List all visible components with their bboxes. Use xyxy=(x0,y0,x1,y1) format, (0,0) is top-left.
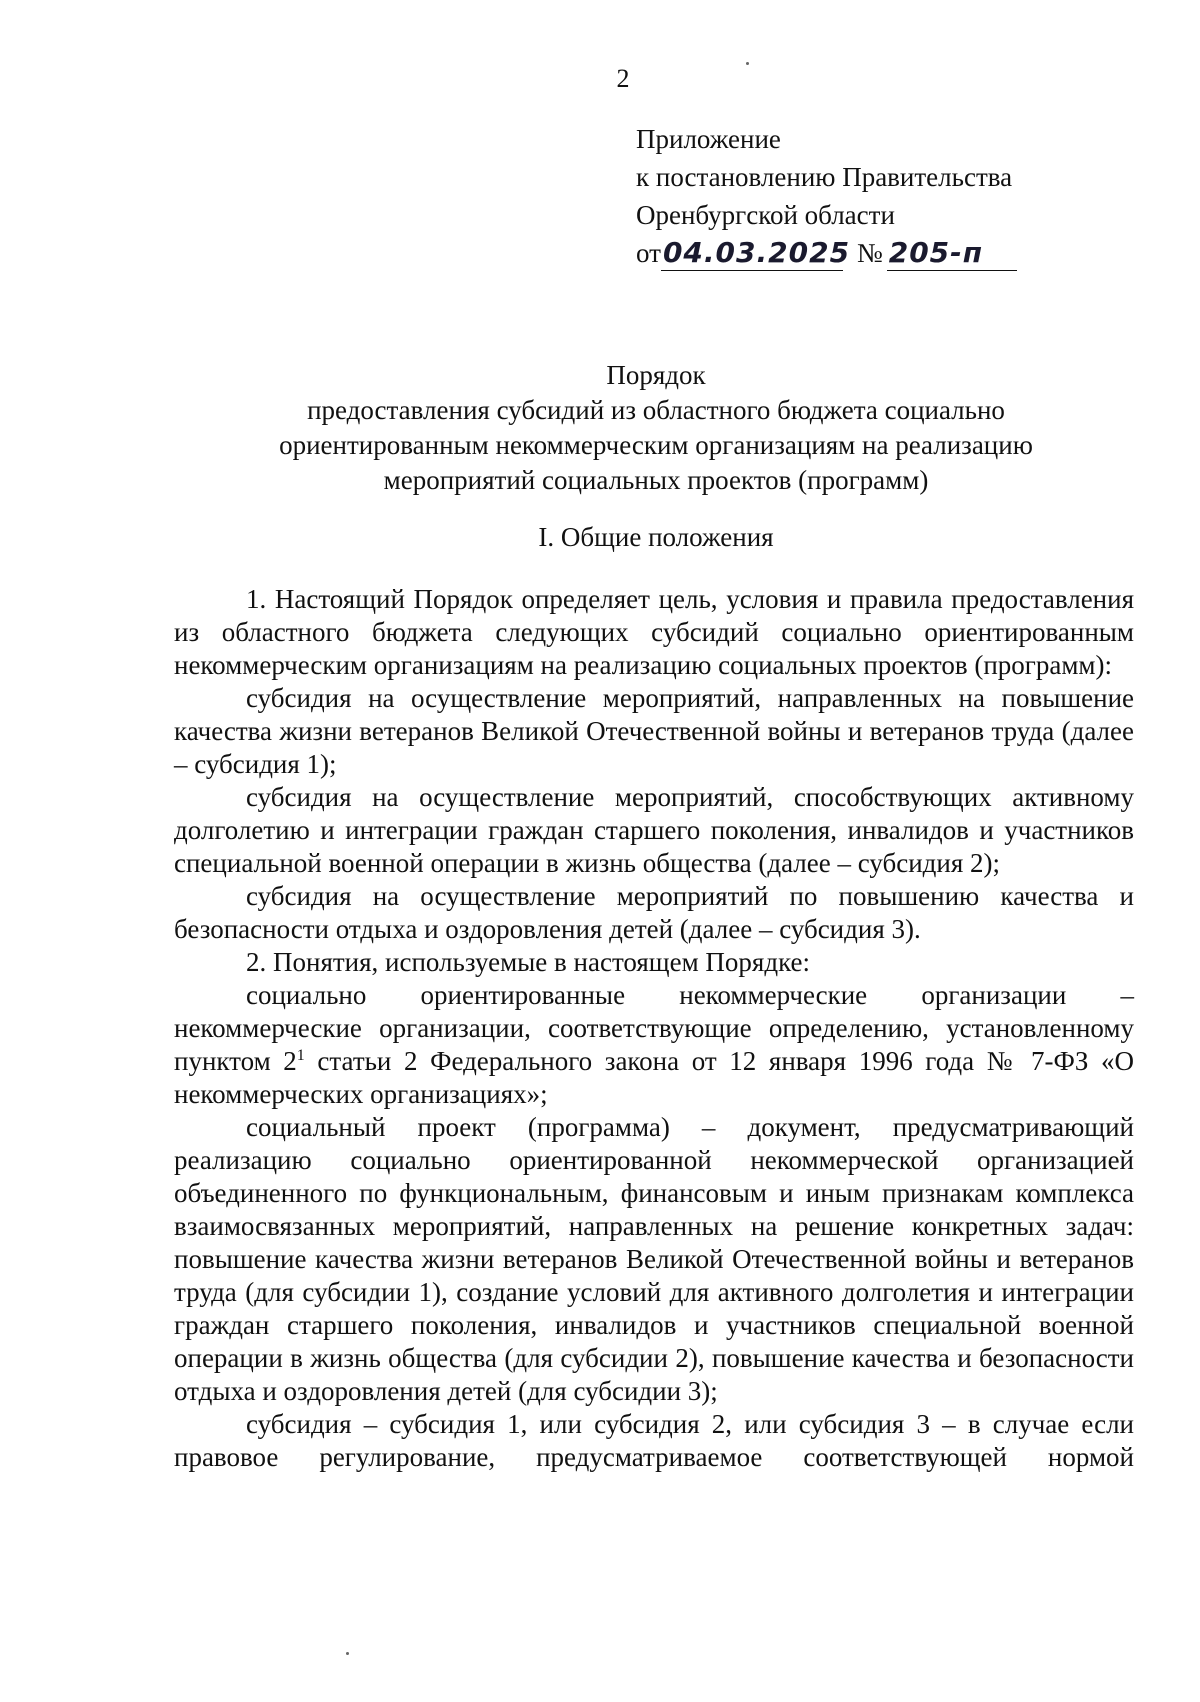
title-line-4: мероприятий социальных проектов (программ) xyxy=(383,465,929,495)
paragraph-subsidy-3: субсидия на осуществление мероприятий по повышению качества и безопасности отдыха и оздоровления детей (далее – субсидия 3). xyxy=(174,881,1134,944)
superscript-1: 1 xyxy=(296,1047,305,1064)
appendix-title: Приложение xyxy=(636,124,781,154)
paragraph-definition-subsidy: субсидия – субсидия 1, или субсидия 2, или субсидия 3 – в случае если правовое регулирование, предусматриваемое соответствующей нормой xyxy=(174,1409,1134,1472)
definition-sonko-part-a: социально ориентированные некоммерческие организации – некоммерческие организации, соответствующие определению, установленному пунктом 2 xyxy=(174,980,1134,1076)
appendix-region: Оренбургской области xyxy=(636,200,895,230)
handwritten-number: 205-п xyxy=(887,236,1017,271)
definition-sonko-part-b: статьи 2 Федерального закона от 12 января 1996 года № 7-ФЗ «О некоммерческих организациях»; xyxy=(174,1046,1134,1109)
paragraph-2: 2. Понятия, используемые в настоящем Порядке: xyxy=(246,947,810,977)
handwritten-date: 04.03.2025 xyxy=(662,236,851,269)
paragraph-definition-project: социальный проект (программа) – документ, предусматривающий реализацию социально ориентированной некоммерческой организацией объединенного по функциональным, финансовым и иным признакам комплекса взаимосвязанных мероприятий, направленных на решение конкретных задач: повышение качества жизни ветеранов Великой Отечественной войны и ветеранов труда (для субсидии 1), создание условий для активного долголетия и интеграции граждан старшего поколения, инвалидов и участников специальной военной операции в жизнь общества (для субсидии 2), повышение качества и безопасности отдыха и оздоровления детей (для субсидии 3); xyxy=(174,1112,1134,1406)
document-title xyxy=(172,358,1140,498)
document-body xyxy=(174,583,1134,1474)
scan-speck xyxy=(346,1652,349,1655)
title-line-2: предоставления субсидий из областного бюджета социально xyxy=(307,395,1005,425)
section-heading: I. Общие положения xyxy=(538,522,774,552)
appendix-block xyxy=(636,120,1056,272)
paragraph-subsidy-1: субсидия на осуществление мероприятий, направленных на повышение качества жизни ветеранов Великой Отечественной войны и ветеранов труда (далее – субсидия 1); xyxy=(174,683,1134,779)
appendix-date-number-line xyxy=(636,234,1056,272)
title-line-3: ориентированным некоммерческим организациям на реализацию xyxy=(279,430,1033,460)
scan-speck xyxy=(746,62,749,65)
number-sign: № xyxy=(856,238,883,268)
paragraph-definition-sonko xyxy=(174,979,1134,1111)
page-number: 2 xyxy=(616,64,630,93)
date-prefix: от xyxy=(636,238,661,268)
appendix-reference: к постановлению Правительства xyxy=(636,162,1013,192)
paragraph-1: 1. Настоящий Порядок определяет цель, условия и правила предоставления из областного бюджета следующих субсидий социально ориентированным некоммерческим организациям на реализацию социальных проектов (программ): xyxy=(174,584,1134,680)
title-line-1: Порядок xyxy=(606,360,706,390)
paragraph-subsidy-2: субсидия на осуществление мероприятий, способствующих активному долголетию и интеграции граждан старшего поколения, инвалидов и участников специальной военной операции в жизнь общества (далее – субсидия 2); xyxy=(174,782,1134,878)
